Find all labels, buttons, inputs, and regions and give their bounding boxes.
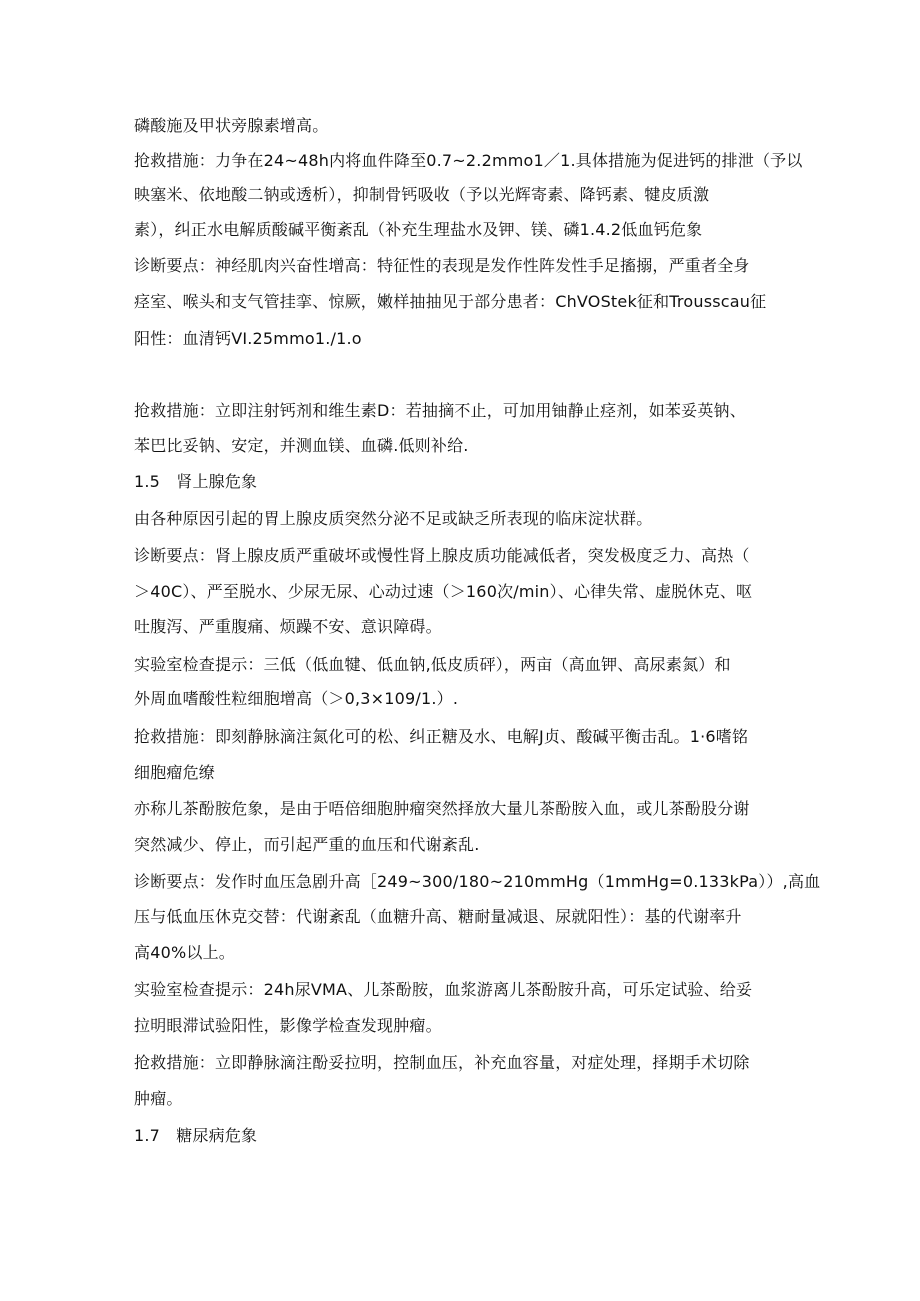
text-line: 实验室检查提示：24h尿VMA、儿茶酚胺，血浆游离儿茶酚胺升高，可乐定试验、给妥: [134, 980, 753, 999]
text-line: 实验室检查提示：三低（低血犍、低血钠,低皮质砰），两亩（高血钾、高尿素氮）和: [134, 655, 731, 674]
text-line: 诊断要点：发作时血压急剧升高［249~300/180~210mmHg（1mmHg=0.133kPa））,高血: [134, 872, 821, 891]
section-heading: 1.7 糖尿病危象: [134, 1126, 258, 1145]
text-line: 压与低血压休克交替：代谢紊乱（血糖升高、糖耐量减退、尿就阳性）：基的代谢率升: [134, 907, 742, 926]
text-line: 映塞米、依地酸二钠或透析），抑制骨钙吸收（予以光辉寄素、降钙素、犍皮质激: [134, 185, 710, 204]
text-line: 拉明眼滞试验阳性，影像学检查发现肿瘤。: [134, 1016, 442, 1035]
text-line: 抢救措施：立即静脉滴注酚妥拉明，控制血压，补充血容量，对症处理，择期手术切除: [134, 1053, 750, 1072]
text-line: 诊断要点：神经肌肉兴奋性增高：特征性的表现是发作性阵发性手足搐搦，严重者全身: [134, 256, 750, 275]
text-line: 素），纠正水电解质酸碱平衡紊乱（补充生理盐水及钾、镁、磷1.4.2低血钙危象: [134, 220, 703, 239]
text-line: 肿瘤。: [134, 1089, 183, 1108]
text-line: 痉室、喉头和支气管挂挛、惊厥，嫩样抽抽见于部分患者：ChVOStek征和Trousscau征: [134, 292, 767, 311]
text-line: 外周血嗜酸性粒细胞增高（＞0,3×109/1.）.: [134, 689, 459, 708]
text-line: 高40%以上。: [134, 943, 235, 962]
text-line: 抢救措施：立即注射钙剂和维生素D：若抽摘不止，可加用铀静止痉剂，如苯妥英钠、: [134, 401, 746, 420]
text-line: 抢救措施：即刻静脉滴注氮化可的松、纠正糖及水、电解J贞、酸碱平衡击乱。1·6嗜铭: [134, 727, 749, 746]
text-line: 细胞瘤危缭: [134, 763, 216, 782]
text-line: 由各种原因引起的胃上腺皮质突然分泌不足或缺乏所表现的临床淀状群。: [134, 509, 653, 528]
section-heading: 1.5 肾上腺危象: [134, 472, 258, 491]
text-line: 突然减少、停止，而引起严重的血压和代谢紊乱.: [134, 835, 480, 854]
text-line: 吐腹泻、严重腹痛、烦躁不安、意识障碍。: [134, 617, 442, 636]
text-line: 苯巴比妥钠、安定，并测血镁、血磷.低则补给.: [134, 436, 469, 455]
text-line: 抢救措施：力争在24~48h内将血件降至0.7~2.2mmo1／1.具体措施为促进钙的排泄（予以: [134, 151, 803, 170]
text-line: 诊断要点：肾上腺皮质严重破坏或慢性肾上腺皮质功能减低者，突发极度乏力、高热（: [134, 546, 750, 565]
text-line: 亦称儿茶酚胺危象，是由于唔倍细胞肿瘤突然择放大量儿茶酚胺入血，或儿茶酚股分谢: [134, 799, 750, 818]
text-line: 阳性：血清钙VI.25mmo1./1.o: [134, 329, 362, 348]
text-line: 磷酸施及甲状旁腺素增高。: [134, 116, 329, 135]
text-line: ＞40C）、严至脱水、少尿无尿、心动过速（＞160次/min）、心律失常、虚脱休克、呕: [134, 582, 753, 601]
